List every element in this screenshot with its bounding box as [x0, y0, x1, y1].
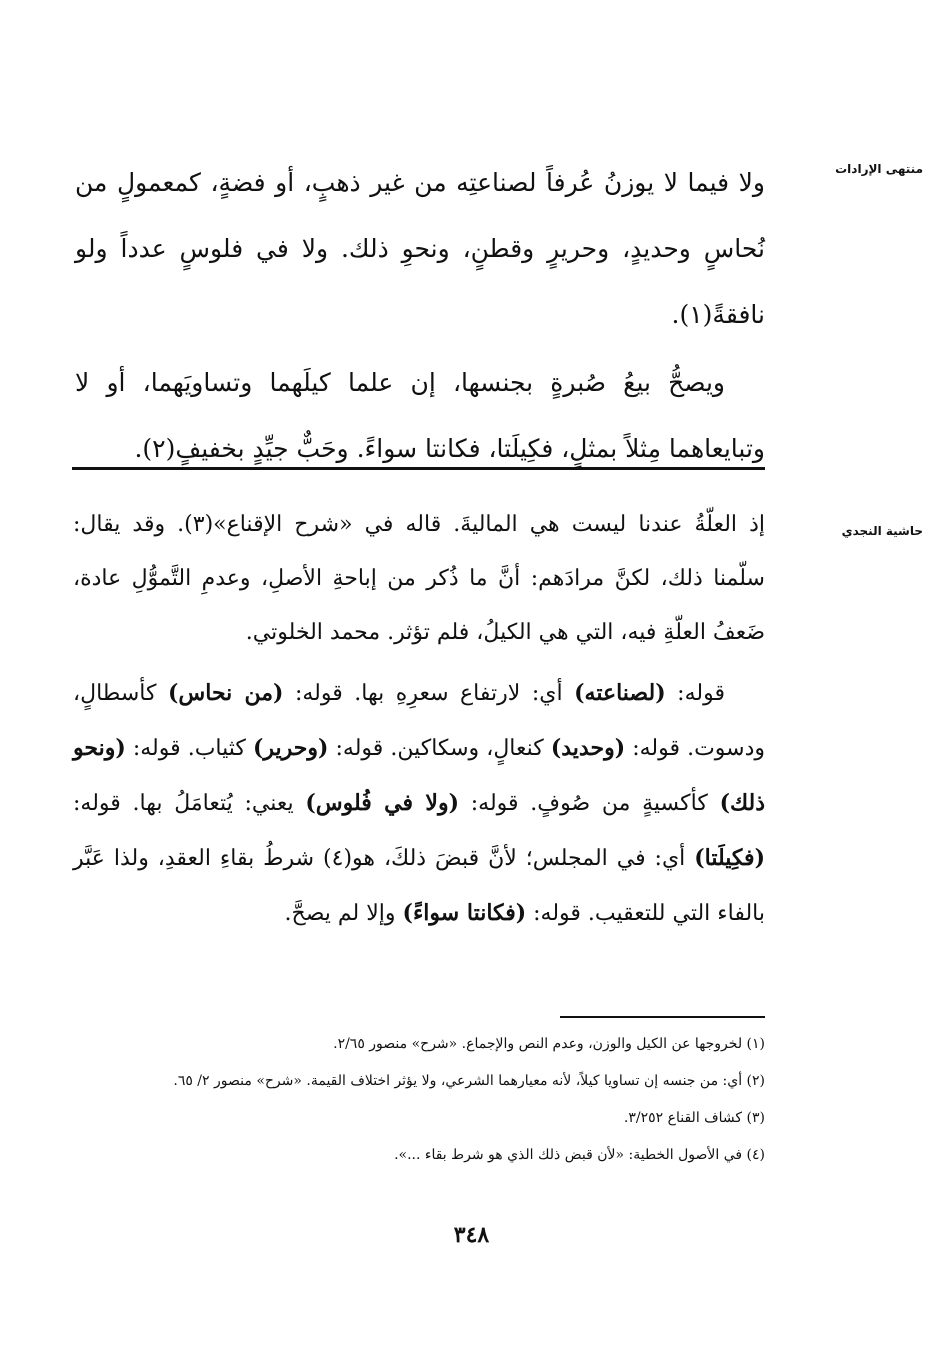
matn-paragraph: ولا فيما لا يوزنُ عُرفاً لصناعتِه من غير ذهبٍ، أو فضةٍ، كمعمولٍ من نُحاسٍ وحديدٍ، وحريرٍ وقطنٍ، ونحوِ ذلك. ولا في فلوسٍ عدداً ولو نافقةً(١).	[75, 168, 765, 329]
commentary-text: قوله:	[665, 681, 725, 706]
quoted-term: (وحديد)	[550, 735, 626, 761]
page-number: ٣٤٨	[453, 1222, 490, 1248]
side-label-matn: منتهى الإرادات	[835, 162, 923, 176]
commentary-text: وإلا لم يصحَّ.	[284, 901, 403, 926]
hashiya-paragraph	[73, 666, 765, 941]
footnote-3: (٣) كشاف القناع ٣/٢٥٢.	[623, 1110, 765, 1126]
quoted-term: (ونحو ذلك)	[73, 735, 766, 816]
commentary-text: كأكسيةٍ من صُوفٍ. قوله:	[459, 791, 720, 816]
side-label-hashiya: حاشية النجدي	[841, 524, 923, 538]
footnotes	[73, 1026, 765, 1174]
quoted-term: (فكِيلَتا)	[694, 845, 765, 871]
hashiya-paragraph: إذ العلّةُ عندنا ليست هي الماليةَ. قاله في «شرح الإقناع»(٣). وقد يقال: سلّمنا ذلك، لكنَّ مرادَهم: أنَّ ما ذُكر من إباحةِ الأصلِ، وعدمِ التَّموُّلِ عادة، ضَعفُ العلّةِ فيه، التي هي الكيلُ، فلم تؤثر. محمد الخلوتي.	[73, 512, 765, 645]
footnote-divider	[560, 1016, 765, 1018]
commentary-text: أي: لارتفاع سعرِهِ بها. قوله:	[283, 681, 575, 706]
commentary-text: أي: في المجلس؛ لأنَّ قبضَ ذلكَ، هو(٤) شرطُ بقاءِ العقدِ، ولذا عَبَّر بالفاء التي للتعقيب. قوله:	[73, 846, 765, 926]
quoted-term: (وحرير)	[252, 735, 329, 761]
quoted-term: (فكانتا سواءً)	[402, 900, 527, 926]
commentary-text: كأسطالٍ، ودسوت. قوله:	[73, 681, 766, 761]
commentary-text: يعني: يُتعامَلُ بها. قوله:	[73, 791, 306, 816]
quoted-term: (من نحاس)	[167, 680, 284, 706]
commentary-text: كنعالٍ، وسكاكين. قوله:	[328, 736, 551, 761]
matn-text	[75, 150, 765, 482]
quoted-term: (لصناعته)	[574, 680, 666, 706]
quoted-term: (ولا في فُلوس)	[305, 790, 460, 816]
matn-paragraph: ويصحُّ بيعُ صُبرةٍ بجنسها، إن علما كيلَهما وتساويَهما، أو لا وتبايعاهما مِثلاً بمثلٍ، فكِيلَتا، فكانتا سواءً. وحَبٌّ جيِّدٍ بخفيفٍ(٢).	[75, 368, 765, 463]
commentary-text: كثياب. قوله:	[125, 736, 253, 761]
section-divider	[72, 467, 765, 470]
footnote-2: (٢) أي: من جنسه إن تساويا كيلاً، لأنه معيارهما الشرعي، ولا يؤثر اختلاف القيمة. «شرح» منصور ٢/ ٦٥.	[173, 1073, 765, 1089]
footnote-4: (٤) في الأصول الخطية: «لأن قبض ذلك الذي هو شرط بقاء ...».	[394, 1147, 765, 1163]
hashiya-text	[73, 498, 765, 941]
footnote-1: (١) لخروجها عن الكيل والوزن، وعدم النص والإجماع. «شرح» منصور ٢/٦٥.	[333, 1036, 765, 1052]
